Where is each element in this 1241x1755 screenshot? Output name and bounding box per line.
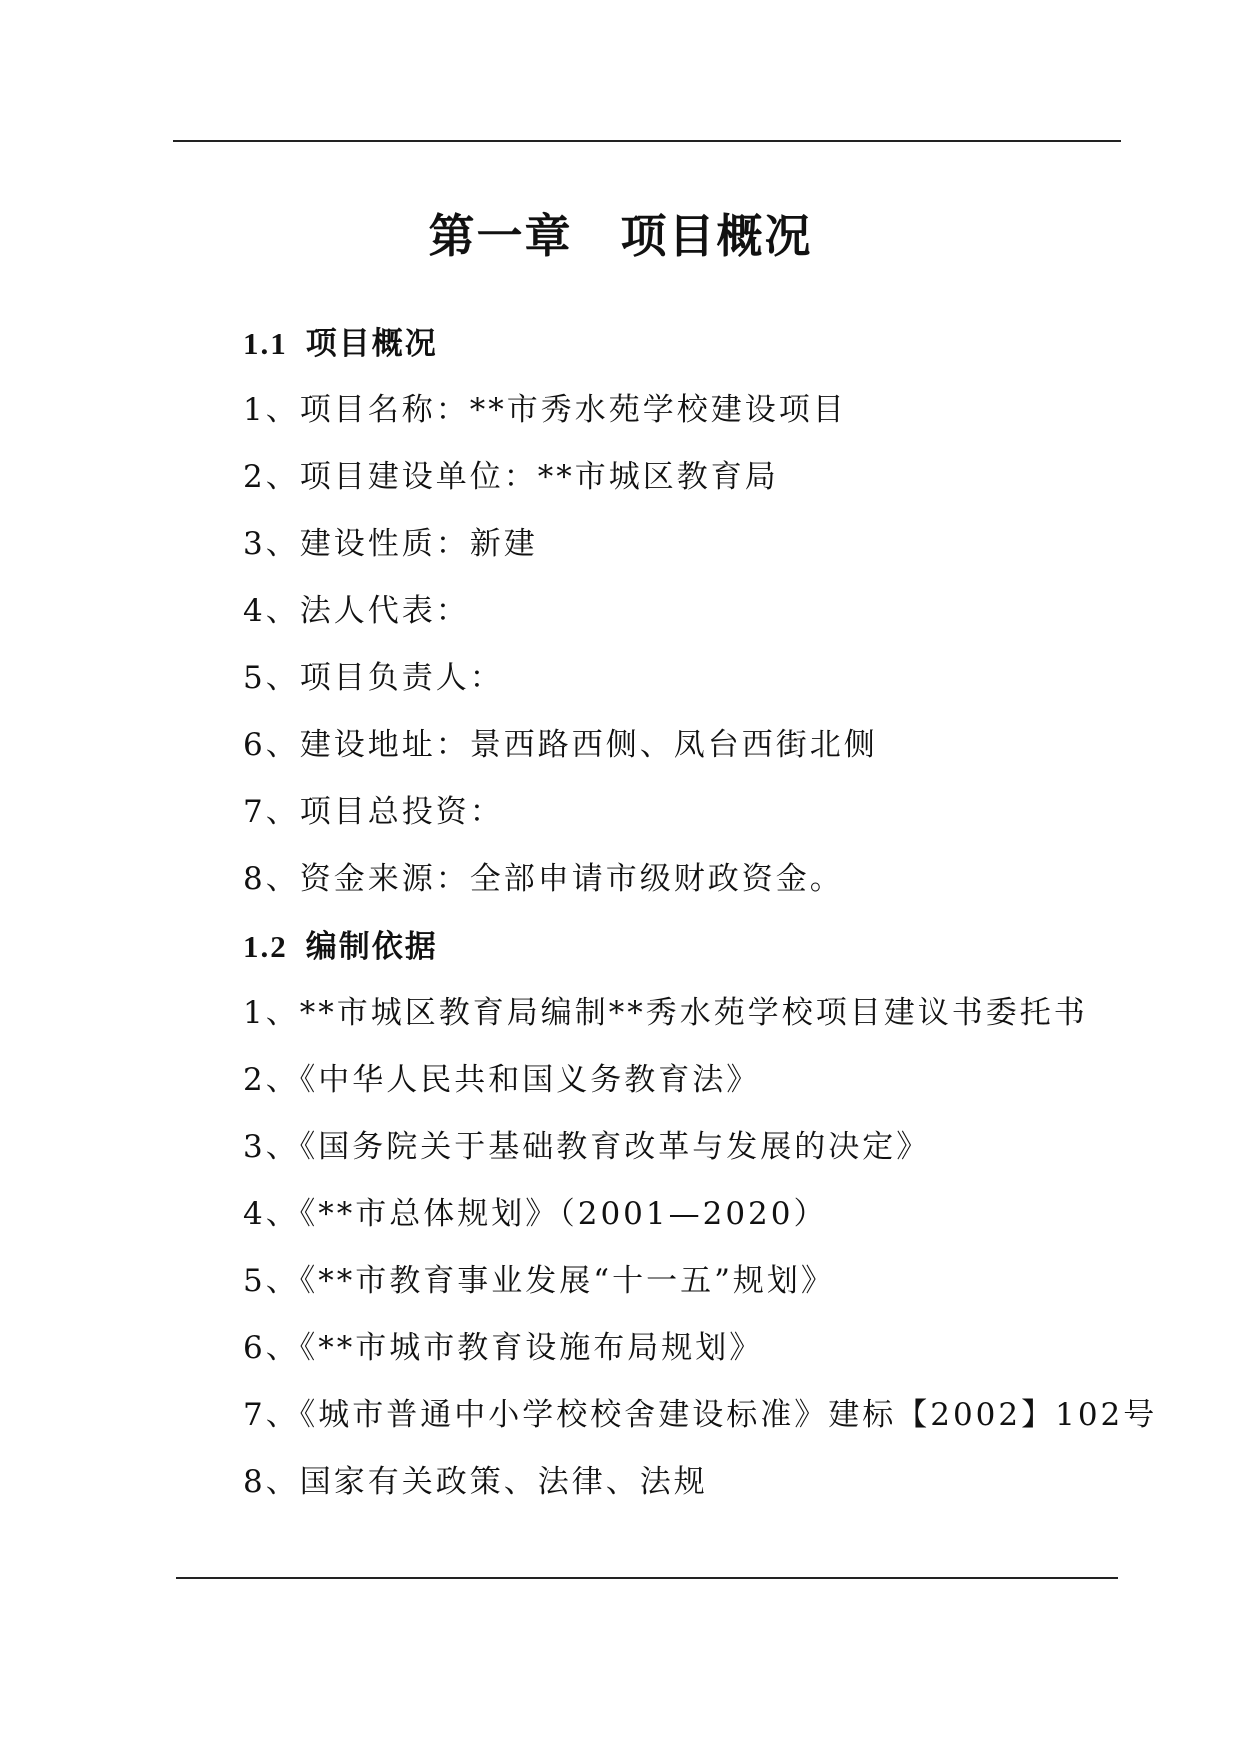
footer-rule [176,1577,1118,1579]
list-item: 2、《中华人民共和国义务教育法》 [243,1062,761,1098]
list-item: 1、**市城区教育局编制**秀水苑学校项目建议书委托书 [243,995,1088,1031]
chapter-title: 第一章 项目概况 [428,209,813,263]
list-item: 3、《国务院关于基础教育改革与发展的决定》 [243,1129,931,1165]
section-heading-1-1 [243,310,1143,377]
list-item: 3、建设性质：新建 [243,526,538,562]
list-item: 5、项目负责人： [243,660,504,696]
list-item: 7、《城市普通中小学校校舍建设标准》建标【2002】102号 [243,1397,1158,1433]
list-item: 6、建设地址：景西路西侧、凤台西街北侧 [243,727,878,763]
list-item: 4、《**市总体规划》（2001—2020） [243,1196,828,1232]
list-item: 7、项目总投资： [243,794,504,830]
document-body [243,310,1158,1516]
section-number: 1.1 [243,326,288,361]
list-item: 2、项目建设单位：**市城区教育局 [243,459,779,495]
list-item: 5、《**市教育事业发展“十一五”规划》 [243,1263,835,1299]
list-item: 1、项目名称：**市秀水苑学校建设项目 [243,392,847,428]
section-title: 编制依据 [305,929,438,965]
section-title: 项目概况 [305,326,438,362]
section-heading-1-2 [243,913,1143,980]
list-item: 8、资金来源：全部申请市级财政资金。 [243,861,844,897]
list-item: 4、法人代表： [243,593,470,629]
section-number: 1.2 [243,929,288,964]
list-item: 8、国家有关政策、法律、法规 [243,1464,708,1500]
list-item: 6、《**市城市教育设施布局规划》 [243,1330,764,1366]
header-rule [173,140,1121,142]
